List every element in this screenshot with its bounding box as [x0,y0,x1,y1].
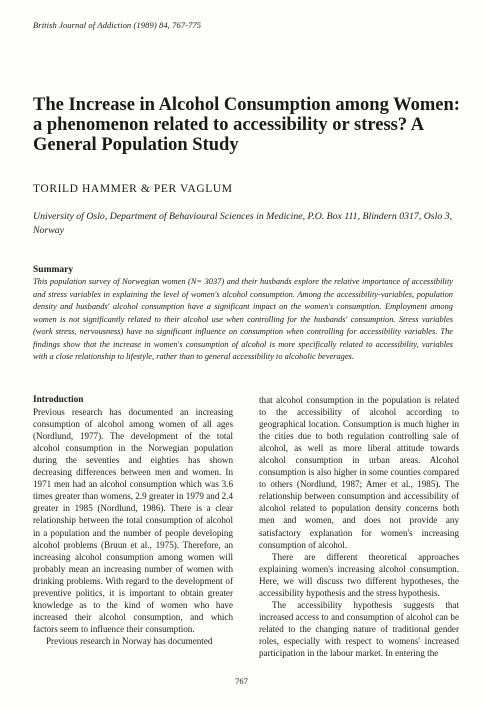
body-paragraph: that alcohol consumption in the population is related to the accessibility of alcohol according to geographical location. Consumption is much higher in the cities due to both regulation controlling sale of alcohol, as well as more liberal attitude towards alcohol consumption in urban areas. Alcohol consumption is also higher in some counties compared to others (Nordlund, 1987; Amer et al., 1985). The relationship between consumption and accessibility of alcohol related to population density concerns both men and women, and does not provide any satisfactory explanation for women's increasing consumption of alcohol. [259,395,459,550]
left-column [33,394,233,647]
introduction-heading: Introduction [33,395,84,405]
running-head: British Journal of Addiction (1989) 84, 767-775 [33,20,202,30]
page-number: 767 [235,676,248,686]
article-authors: TORILD HAMMER & PER VAGLUM [33,183,233,195]
body-paragraph: The accessibility hypothesis suggests that increased access to and consumption of alcohol can be related to the changing nature of traditional gender roles, especially with respect to womens' increased participation in the labour market. In entering the [259,599,459,658]
right-column [259,394,459,659]
summary-text: This population survey of Norwegian women (N= 3037) and their husbands explore the relative importance of accessibility and stress variables in explaining the level of women's alcohol consumption. Among the accessibility-variables, population density and husbands' alcohol consumption have a significant impact on the women's consumption. Employment among women is not significantly related to their alcohol use when controlling for the husbands' consumption. Stress variables (work stress, nervousness) have no significant influence on consumption when controlling for accessibility variables. The findings show that the increase in women's consumption of alcohol is more specifically related to accessibility, variables with a close relationship to lifestyle, rather than to general accessibility to alcoholic beverages. [33,277,453,361]
article-title: The Increase in Alcohol Consumption among Women: a phenomenon related to accessibility or stress? A General Population Study [33,95,460,155]
summary-heading: Summary [33,265,74,275]
body-paragraph: There are different theoretical approaches explaining women's increasing alcohol consumption. Here, we will discuss two different hypotheses, the accessibility hypothesis and the stress hypothesis. [259,551,459,598]
body-paragraph: Previous research in Norway has documented [46,635,213,646]
body-paragraph: Previous research has documented an increasing consumption of alcohol among women of all ages (Nordlund, 1977). The development of the total alcohol consumption in the Norwegian population during the seventies and eighties has shown decreasing differences between men and women. In 1971 men had an alcohol consumption which was 3.6 times greater than womens, 2.9 greater in 1979 and 2.4 greater in 1985 (Nordlund, 1986). There is a clear relationship between the total consumption of alcohol in a population and the number of people developing alcohol problems (Bruun et al., 1975). Therefore, an increasing alcohol consumption among women will probably mean an increasing number of women with drinking problems. With regard to the development of preventive politics, it is important to obtain greater knowledge as to the kind of women who have increased their alcohol consumption, and which factors seem to influence their consumption. [33,407,234,634]
author-affiliation: University of Oslo, Department of Behavioural Sciences in Medicine, P.O. Box 111, Blindern 0317, Oslo 3, Norway [33,211,453,236]
